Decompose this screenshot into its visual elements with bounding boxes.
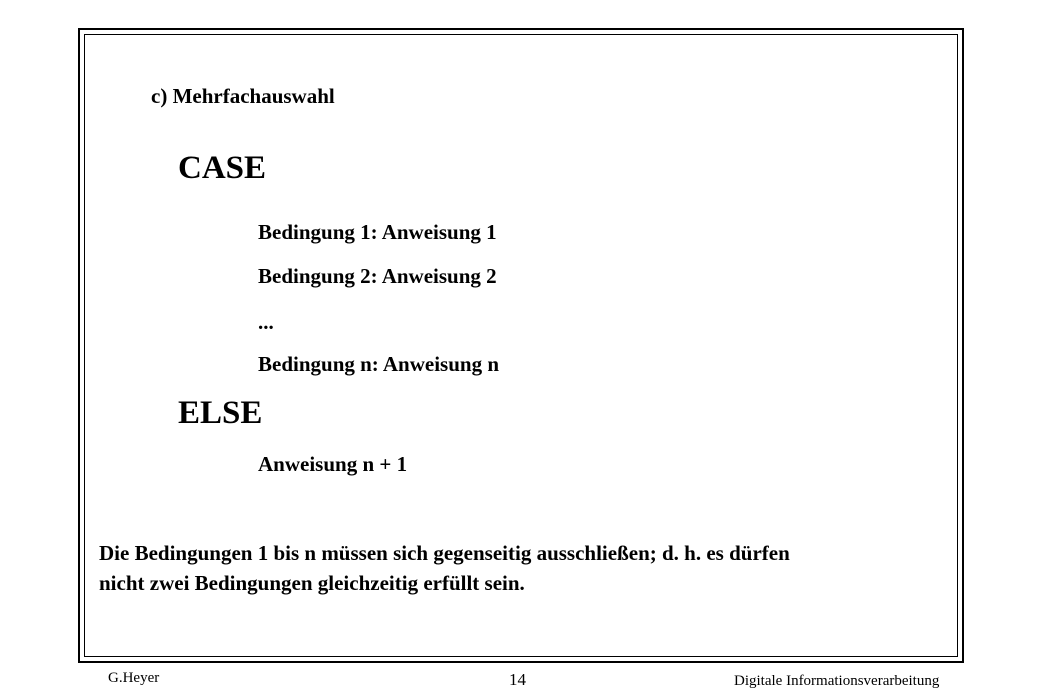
- else-statement: Anweisung n + 1: [258, 452, 408, 476]
- case-keyword: CASE: [178, 150, 267, 186]
- branch-line-n: Bedingung n: Anweisung n: [258, 352, 500, 376]
- note-line-1: Die Bedingungen 1 bis n müssen sich gegenseitig ausschließen; d. h. es dürfen: [99, 541, 790, 565]
- footer-page-number: 14: [509, 670, 526, 689]
- branch-ellipsis: ...: [258, 310, 274, 334]
- note-paragraph: [99, 538, 919, 598]
- footer-course: Digitale Informationsverarbeitung: [734, 673, 940, 689]
- branch-line-1: Bedingung 1: Anweisung 1: [258, 220, 497, 244]
- section-heading: c) Mehrfachauswahl: [151, 84, 335, 108]
- note-line-2: nicht zwei Bedingungen gleichzeitig erfüllt sein.: [99, 571, 525, 595]
- footer-author: G.Heyer: [108, 670, 160, 686]
- else-keyword: ELSE: [178, 395, 263, 431]
- branch-line-2: Bedingung 2: Anweisung 2: [258, 264, 497, 288]
